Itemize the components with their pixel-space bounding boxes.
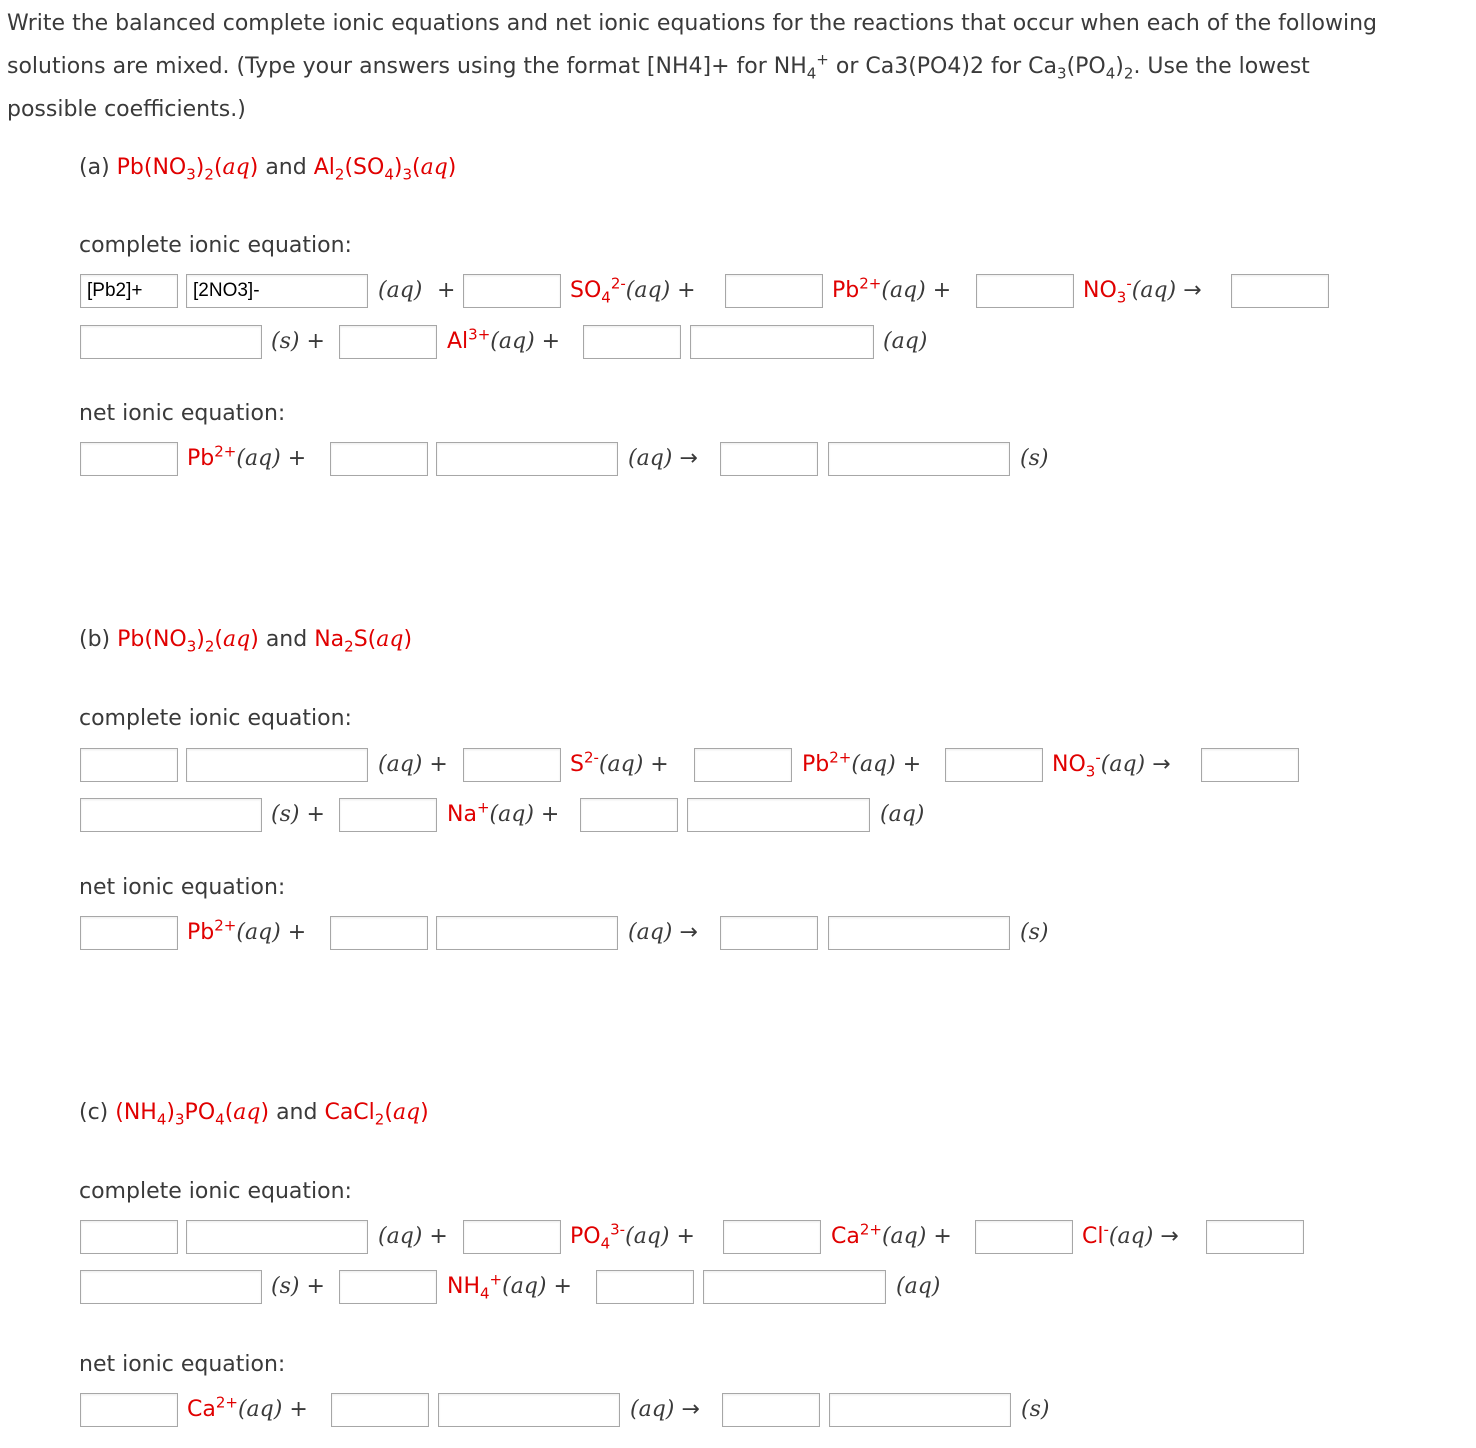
part-b-net-arrow: (aq) → [628, 920, 698, 945]
part-a-ion-al: $Al^{3+}(aq)$ + [447, 325, 561, 354]
part-b-ion-na: Na+(aq) + [447, 798, 560, 827]
part-a-complete-product-coef-1[interactable] [1231, 274, 1329, 308]
part-a-complete-coef-al[interactable] [339, 325, 437, 359]
part-c-complete-label: complete ionic equation: [79, 1179, 352, 1204]
part-a-net-coef-2[interactable] [330, 442, 428, 476]
part-b-complete-species-1[interactable] [186, 748, 368, 782]
part-a-ion-no3: $NO_3^-(aq)$ → [1083, 274, 1202, 307]
part-b-net-coef-2[interactable] [330, 916, 428, 950]
part-a-complete-coef-last[interactable] [583, 325, 681, 359]
part-a-net-product-species[interactable] [828, 442, 1010, 476]
part-b-net-solid: (s) [1020, 920, 1049, 945]
part-b-complete-species-last[interactable] [687, 798, 870, 832]
part-b-net-coef-pb[interactable] [80, 916, 178, 950]
part-b-complete-coef-pb[interactable] [694, 748, 792, 782]
part-c-net-product-coef[interactable] [722, 1393, 820, 1427]
part-a-complete-label: complete ionic equation: [79, 233, 352, 258]
part-b-complete-coef-1[interactable] [80, 748, 178, 782]
part-b-ion-s: $S^{2-}(aq)$ + [570, 748, 669, 777]
part-a-ion-pb: $Pb^{2+}(aq)$ + [832, 274, 952, 303]
part-b-complete-product-solid[interactable] [80, 798, 262, 832]
part-b-complete-coef-no3[interactable] [945, 748, 1043, 782]
part-a-reactant-2: $Al_2(SO_4)_3(aq)$ [313, 155, 457, 184]
part-a-reactant-1: $Pb(NO_3)_2(aq)$ [116, 155, 259, 184]
part-c-solid-label: (s) + [271, 1274, 325, 1299]
part-b-net-ion-pb: $Pb^{2+}(aq)$ + [187, 916, 307, 945]
part-b-net-label: net ionic equation: [79, 875, 286, 900]
part-c-net-product-species[interactable] [829, 1393, 1011, 1427]
part-c-net-solid: (s) [1021, 1397, 1050, 1422]
part-a-net-label: net ionic equation: [79, 401, 286, 426]
part-c-net-label: net ionic equation: [79, 1352, 286, 1377]
part-a-net-coef-pb[interactable] [80, 442, 178, 476]
part-b-ion-no3: $NO_3^-(aq)$ → [1052, 748, 1171, 781]
part-b-complete-coef-na[interactable] [339, 798, 437, 832]
part-a-net-ion-pb: $Pb^{2+}(aq)$ + [187, 442, 307, 471]
part-b-solid-label: (s) + [271, 802, 325, 827]
part-b-aq-1: (aq) + [378, 752, 448, 777]
part-b-complete-label: complete ionic equation: [79, 706, 352, 731]
part-c-aq-1: (aq) + [378, 1224, 448, 1249]
part-b-complete-product-coef-1[interactable] [1201, 748, 1299, 782]
part-a-aq-last: (aq) [883, 329, 928, 354]
part-c-ion-cl: Cl-(aq) → [1082, 1220, 1179, 1249]
part-b-net-product-species[interactable] [828, 916, 1010, 950]
part-a-heading: (a) $Pb(NO_3)_2(aq)$ and $Al_2(SO_4)_3(aq)$ [79, 155, 457, 184]
instructions [7, 2, 1469, 131]
part-c-complete-product-solid[interactable] [80, 1270, 262, 1304]
part-a-ion-so4: $SO_4^{2-}(aq)$ + [570, 274, 696, 307]
part-c-reactant-2: CaCl$_2$(aq) [324, 1100, 429, 1129]
part-c-ion-po4: $PO_4^{3-}(aq)$ + [570, 1220, 695, 1253]
part-b-reactant-2: $Na_2S(aq)$ [314, 627, 413, 656]
part-a-net-species-2[interactable] [436, 442, 618, 476]
part-a-complete-coef-pb[interactable] [725, 274, 823, 308]
plus-sign: + [437, 278, 456, 303]
part-a-net-solid: (s) [1020, 446, 1049, 471]
part-b-net-species-2[interactable] [436, 916, 618, 950]
part-c-reactant-1: $(NH_4)_3PO_4(aq)$ [115, 1100, 270, 1129]
part-a-complete-species-1[interactable] [186, 274, 368, 308]
part-a-net-product-coef[interactable] [720, 442, 818, 476]
part-c-complete-coef-cl[interactable] [975, 1220, 1073, 1254]
part-b-complete-coef-last[interactable] [580, 798, 678, 832]
part-c-aq-last: (aq) [896, 1274, 941, 1299]
part-c-complete-species-1[interactable] [186, 1220, 368, 1254]
part-c-complete-coef-po4[interactable] [463, 1220, 561, 1254]
instructions-line-2: solutions are mixed. (Type your answers using the format [NH4]+ for $NH_4^+$ or Ca3(PO4)2 for $Ca_3(PO_4)_2$. Use the lowest [7, 50, 1310, 83]
part-a-aq-1: (aq) [378, 278, 423, 303]
instructions-line-3: possible coefficients.) [7, 97, 246, 122]
part-a-solid-label: (s) + [271, 329, 325, 354]
part-c-ion-nh4: $NH_4^+(aq)$ + [447, 1270, 572, 1303]
part-a-complete-coef-so4[interactable] [463, 274, 561, 308]
part-b-complete-coef-s[interactable] [463, 748, 561, 782]
part-c-complete-coef-ca[interactable] [723, 1220, 821, 1254]
part-b-net-product-coef[interactable] [720, 916, 818, 950]
part-a-net-arrow: (aq) → [628, 446, 698, 471]
part-c-complete-coef-last[interactable] [596, 1270, 694, 1304]
part-c-net-coef-2[interactable] [331, 1393, 429, 1427]
part-c-ion-ca: $Ca^{2+}(aq)$ + [831, 1220, 952, 1249]
part-c-net-species-2[interactable] [438, 1393, 620, 1427]
part-c-complete-coef-1[interactable] [80, 1220, 178, 1254]
part-c-net-ion-ca: $Ca^{2+}(aq)$ + [187, 1393, 308, 1422]
part-c-complete-coef-nh4[interactable] [339, 1270, 437, 1304]
instructions-line-1: Write the balanced complete ionic equations and net ionic equations for the reactions that occur when each of the following [7, 11, 1378, 36]
part-c-complete-product-coef-1[interactable] [1206, 1220, 1304, 1254]
part-a-complete-coef-no3[interactable] [976, 274, 1074, 308]
part-a-complete-species-last[interactable] [690, 325, 874, 359]
part-a-complete-coef-1[interactable] [80, 274, 178, 308]
part-c-complete-species-last[interactable] [703, 1270, 886, 1304]
part-b-ion-pb: $Pb^{2+}(aq)$ + [802, 748, 922, 777]
part-c-net-arrow: (aq) → [630, 1397, 700, 1422]
part-b-heading: (b) $Pb(NO_3)_2(aq)$ and $Na_2S(aq)$ [79, 627, 413, 656]
part-c-net-coef-ca[interactable] [80, 1393, 178, 1427]
part-b-reactant-1: $Pb(NO_3)_2(aq)$ [117, 627, 259, 656]
part-b-aq-last: (aq) [880, 802, 925, 827]
part-c-heading: (c) $(NH_4)_3PO_4(aq)$ and CaCl$_2$(aq) [79, 1100, 429, 1129]
part-a-complete-product-solid[interactable] [80, 325, 262, 359]
